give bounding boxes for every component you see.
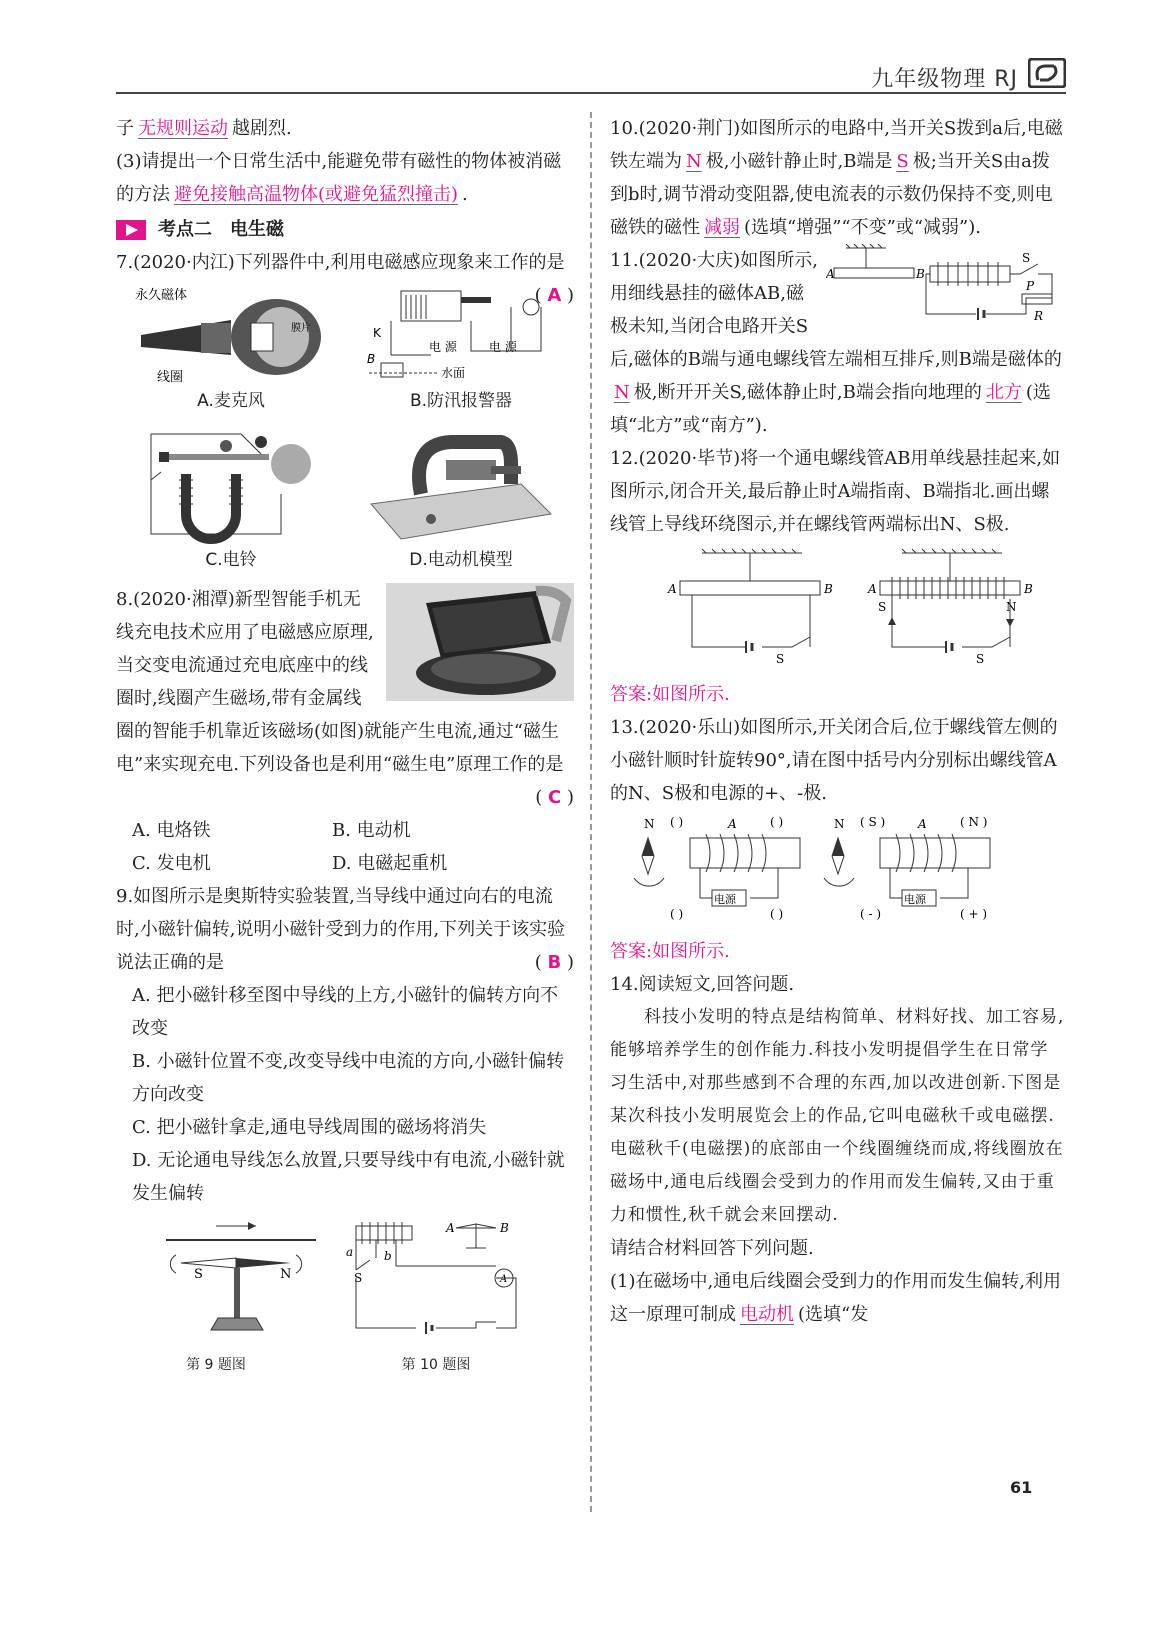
fig-label: N — [644, 817, 655, 831]
choice-a: A. 电烙铁 — [132, 820, 211, 841]
answer-blank: 无规则运动 — [138, 118, 228, 139]
fig-label: S — [1022, 251, 1031, 265]
fig-label: 永久磁体 — [135, 288, 188, 303]
text: . — [462, 184, 468, 205]
figure-caption: D.电动机模型 — [409, 550, 513, 570]
answer-blank: 北方 — [985, 382, 1022, 403]
wireless-charger-photo — [386, 583, 574, 701]
fig-label: 膜片 — [291, 323, 311, 334]
question-text: 14.阅读短文,回答问题. — [610, 974, 795, 995]
fig-label: a — [346, 1245, 354, 1259]
choice-c: C. 把小磁针拿走,通电导线周围的磁场将消失 — [132, 1117, 487, 1138]
question-text: 极;当开关S由a拨到b时,调节滑动变阻器,使电流表的示数仍保持不变,则电磁铁的磁性 — [610, 151, 1053, 238]
question-text: 13.(2020·乐山)如图所示,开关闭合后,位于螺线管左侧的小磁针顺时针旋转90°,请在图中括号内分别标出螺线管A的N、S极和电源的+、-极. — [610, 717, 1058, 804]
fig-label: 电 源 — [429, 340, 457, 354]
answer-letter: C — [548, 787, 562, 808]
figure-a-microphone — [116, 285, 346, 418]
question-11 — [610, 244, 1066, 442]
question-text: (选填“北方”或“南方”). — [610, 382, 1051, 436]
fig-label: B — [916, 267, 925, 281]
fig-label: N — [280, 1267, 292, 1282]
fig-label: ( ) — [770, 907, 784, 921]
fig-label: A — [446, 1221, 455, 1235]
fig-label: ( N ) — [960, 815, 988, 829]
section-heading — [116, 213, 574, 246]
question-13 — [610, 711, 1066, 968]
fig-label: S — [194, 1267, 203, 1282]
fig-label: ( - ) — [860, 907, 882, 921]
fig-label: N — [1006, 600, 1017, 614]
figure-caption: 第 9 题图 — [186, 1357, 246, 1373]
question-3 — [116, 145, 574, 211]
answer-blank: 减弱 — [704, 217, 740, 238]
choice-c: C. 发电机 — [132, 853, 211, 874]
figure-9 — [116, 1218, 316, 1382]
fig-label: 电源 — [904, 893, 926, 906]
fig-label: 电 源 — [489, 340, 517, 354]
fig-label: B — [824, 582, 833, 596]
choice-b: B. 电动机 — [332, 820, 411, 841]
fig-label: P — [1026, 279, 1035, 293]
question-text: 9.如图所示是奥斯特实验装置,当导线中通过向右的电流时,小磁针偏转,说明小磁针受到力的作用,下列关于该实验说法正确的是 — [116, 886, 566, 973]
answer-paren: ( B ) — [534, 952, 574, 973]
question-text: 8.(2020·湘潭)新型智能手机无线充电技术应用了电磁感应原理,当交变电流通过充电底座中的线圈时,线圈产生磁场,带有金属线圈的智能手机靠近该磁场(如图)就能产生电流,通过“磁生电”来实现充电.下列设备也是利用“磁生电”原理工作的是 — [116, 589, 564, 775]
fig-label: 电源 — [714, 893, 736, 906]
fig-label: A — [728, 817, 737, 831]
fig-label: B — [1024, 582, 1033, 596]
answer-letter: B — [547, 952, 562, 973]
right-column — [610, 112, 1066, 1331]
fig-label: A — [918, 817, 927, 831]
left-column — [116, 112, 574, 1382]
question-10 — [610, 112, 1066, 244]
question-text: 12.(2020·毕节)将一个通电螺线管AB用单线悬挂起来,如图所示,闭合开关,最后静止时A端指南、B端指北.画出螺线管上导线环绕图示,并在螺线管两端标出N、S极. — [610, 448, 1061, 535]
choice-a: A. 把小磁针移至图中导线的上方,小磁针的偏转方向不改变 — [132, 985, 559, 1039]
answer-blank: 避免接触高温物体(或避免猛烈撞击) — [174, 184, 459, 205]
answer-blank: N — [686, 151, 702, 172]
fig-label: N — [834, 817, 845, 831]
electromagnet-circuit-diagram — [336, 1218, 536, 1338]
fig-label: ( ) — [670, 815, 684, 829]
question-text: 11.(2020·大庆)如图所示,用细线悬挂的磁体AB,磁极未知,当闭合电路开关S后,磁体的B端与通电螺线管左端相互排斥,则B端是磁体的 — [610, 250, 1062, 370]
page-header — [116, 58, 1066, 94]
answer-note: 答案:如图所示. — [610, 684, 730, 705]
fig-label: S — [976, 652, 985, 666]
microphone-diagram — [131, 285, 331, 385]
question-text: 极,断开开关S,磁体静止时,B端会指向地理的 — [633, 382, 982, 403]
fig-label: K — [373, 326, 381, 340]
fig-label: A — [500, 1274, 508, 1285]
choice-d: D. 电磁起重机 — [332, 853, 448, 874]
reading-passage: 科技小发明的特点是结构简单、材料好找、加工容易,能够培养学生的创作能力.科技小发明提倡学生在日常学习生活中,对那些感到不合理的东西,加以改进创新.下图是某次科技小发明展览会上的作品,它叫电磁秋千或电磁摆.电磁秋千(电磁摆)的底部由一个线圈缠绕而成,将线圈放在磁场中,通电后线圈会受到力的作用而发生偏转,又由于重力和惯性,秋千就会来回摆动. — [610, 1007, 1065, 1225]
fig-label: 线圈 — [157, 370, 184, 385]
fig-label: ( + ) — [960, 907, 988, 921]
column-divider — [590, 112, 592, 1512]
answer-note: 答案:如图所示. — [610, 941, 730, 962]
answer-letter: A — [547, 285, 562, 306]
section-label: 考点二 电生磁 — [158, 219, 284, 240]
answer-blank: 电动机 — [740, 1304, 794, 1325]
figure-caption: C.电铃 — [205, 550, 257, 570]
fig-label: S — [776, 652, 785, 666]
q13-solenoid-diagrams — [620, 814, 1040, 924]
figure-c-bell — [116, 424, 346, 577]
text: 越剧烈. — [232, 118, 292, 139]
fig-label: A — [868, 582, 877, 596]
answer-paren: ( A ) — [534, 285, 574, 306]
figure-b-flood-alarm — [346, 285, 576, 418]
q7-figures — [116, 285, 535, 577]
question-text: 请结合材料回答下列问题. — [610, 1238, 814, 1259]
question-9 — [116, 880, 574, 1210]
publisher-logo-icon — [1028, 58, 1066, 88]
choice-d: D. 无论通电导线怎么放置,只要导线中有电流,小磁针就发生偏转 — [132, 1150, 565, 1204]
figure-caption: 第 10 题图 — [401, 1357, 471, 1373]
answer-blank: S — [896, 151, 909, 172]
fig-label: 水面 — [441, 366, 466, 380]
question-14 — [610, 968, 1066, 1331]
fig-label: b — [384, 1249, 392, 1263]
q8-choices — [116, 814, 574, 880]
question-text: (选填“增强”“不变”或“减弱”). — [744, 217, 981, 238]
question-12 — [610, 442, 1066, 711]
fig-label: ( ) — [770, 815, 784, 829]
flood-alarm-diagram — [361, 285, 561, 385]
figure-caption: A.麦克风 — [197, 391, 265, 411]
question-text: 10.(2020·荆门)如图所示的电路中,当开关S拨到a后,电磁铁左端为 — [610, 118, 1063, 172]
header-title: 九年级物理 RJ — [871, 67, 1018, 92]
fig-label: R — [1034, 309, 1044, 323]
fig-label: B — [367, 352, 376, 366]
q9-q10-figures — [116, 1218, 574, 1382]
q11-circuit-diagram — [826, 244, 1066, 334]
fig-label: A — [668, 582, 677, 596]
question-8 — [116, 583, 574, 880]
fig-label: B — [500, 1221, 509, 1235]
fig-label: A — [826, 267, 835, 281]
fig-label: ( ) — [670, 907, 684, 921]
q12-solenoid-diagrams — [640, 547, 1060, 667]
section-arrow-icon — [116, 220, 146, 240]
question-text: 7.(2020·内江)下列器件中,利用电磁感应现象来工作的是 — [116, 252, 565, 273]
fig-label: S — [878, 600, 887, 614]
motor-model-diagram — [361, 424, 561, 544]
answer-blank: N — [614, 382, 630, 403]
text: 子 — [116, 118, 134, 139]
fig-label: S — [354, 1271, 363, 1285]
fig-label: ( S ) — [860, 815, 886, 829]
page-number: 61 — [1010, 1478, 1033, 1497]
figure-d-motor-model — [346, 424, 576, 577]
question-text: (选填“发 — [798, 1304, 869, 1325]
question-text: (3)请提出一个日常生活中,能避免带有磁性的物体被消磁的方法 — [116, 151, 562, 205]
figure-caption: B.防汛报警器 — [409, 391, 513, 411]
question-text: (1)在磁场中,通电后线圈会受到力的作用而发生偏转,利用这一原理可制成 — [610, 1271, 1061, 1325]
oersted-experiment-diagram — [116, 1218, 316, 1338]
question-text: 极,小磁针静止时,B端是 — [705, 151, 893, 172]
electric-bell-diagram — [131, 424, 331, 544]
answer-paren: ( C ) — [535, 787, 574, 808]
choice-b: B. 小磁针位置不变,改变导线中电流的方向,小磁针偏转方向改变 — [132, 1051, 565, 1105]
figure-10 — [336, 1218, 536, 1382]
continuation-line — [116, 112, 574, 145]
